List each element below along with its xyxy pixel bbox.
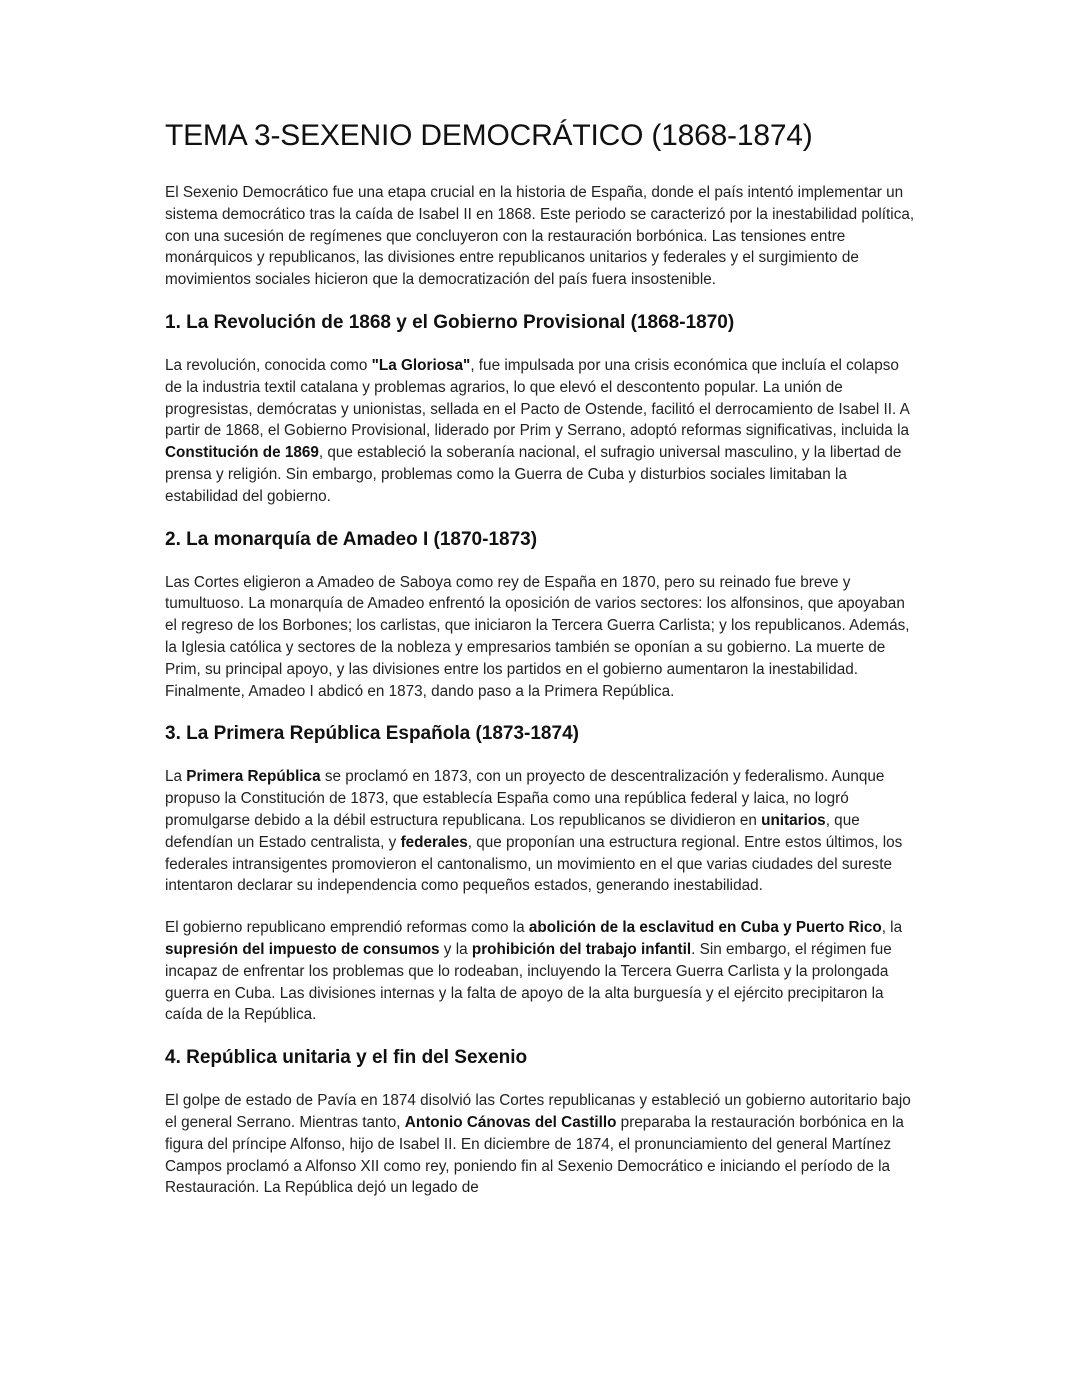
bold-term: Antonio Cánovas del Castillo bbox=[404, 1113, 617, 1131]
section-2-heading: 2. La monarquía de Amadeo I (1870-1873) bbox=[165, 528, 538, 550]
text-run: La bbox=[165, 768, 187, 786]
section-3-heading: 3. La Primera República Española (1873-1874) bbox=[165, 723, 579, 745]
text-run: , la bbox=[881, 919, 903, 937]
bold-term: Constitución de 1869 bbox=[165, 444, 319, 462]
text-run: El gobierno republicano emprendió reformas como la bbox=[165, 919, 529, 937]
section-1-paragraph bbox=[165, 355, 915, 508]
text-run: , fue impulsada por una crisis económica que incluía el colapso de la industria textil catalana y problemas agrarios, lo que elevó el descontento popular. La unión de progresistas, demócratas y unionistas, sellada en el Pacto de Ostende, facilitó el derrocamiento de Isabel II. A partir de 1868, el Gobierno Provisional, liderado por Prim y Serrano, adoptó reformas significativas, incluida la bbox=[165, 356, 910, 440]
section-2-paragraph: Las Cortes eligieron a Amadeo de Saboya como rey de España en 1870, pero su reinado fue breve y tumultuoso. La monarquía de Amadeo enfrentó la oposición de varios sectores: los alfonsinos, que apoyaban el regreso de los Borbones; los carlistas, que iniciaron la Tercera Guerra Carlista; y los republicanos. Además, la Iglesia católica y sectores de la nobleza y empresarios también se oponían a su gobierno. La muerte de Prim, su principal apoyo, y las divisiones entre los partidos en el gobierno aumentaron la inestabilidad. Finalmente, Amadeo I abdicó en 1873, dando paso a la Primera República. bbox=[165, 573, 910, 700]
text-run: , que proponían una estructura regional. Entre estos últimos, los federales intransigentes promovieron el cantonalismo, un movimiento en el que varias ciudades del sureste intentaron declarar su independencia como pequeños estados, generando inestabilidad. bbox=[165, 833, 903, 895]
section-4-heading: 4. República unitaria y el fin del Sexenio bbox=[165, 1047, 528, 1069]
text-run: La revolución, conocida como bbox=[165, 356, 372, 374]
text-run: se proclamó en 1873, con un proyecto de descentralización y federalismo. Aunque propuso la Constitución de 1873, que establecía España como una república federal y laica, no logró promulgarse debido a la débil estructura republicana. Los republicanos se dividieron en bbox=[165, 768, 885, 829]
bold-term: Primera República bbox=[186, 768, 321, 786]
section-3-paragraph-1 bbox=[165, 766, 915, 897]
section-4-paragraph bbox=[165, 1090, 915, 1199]
text-run: . Sin embargo, el régimen fue incapaz de enfrentar los problemas que lo rodeaban, incluyendo la Tercera Guerra Carlista y la prolongada guerra en Cuba. Las divisiones internas y la falta de apoyo de la alta burguesía y el ejército precipitaron la caída de la República. bbox=[165, 940, 892, 1024]
text-run: , que defendían un Estado centralista, y bbox=[165, 811, 860, 851]
bold-term: federales bbox=[400, 833, 468, 851]
text-run: , que estableció la soberanía nacional, el sufragio universal masculino, y la libertad de prensa y religión. Sin embargo, problemas como la Guerra de Cuba y disturbios sociales limitaban la estabilidad del gobierno. bbox=[165, 444, 902, 505]
intro-paragraph: El Sexenio Democrático fue una etapa crucial en la historia de España, donde el país intentó implementar un sistema democrático tras la caída de Isabel II en 1868. Este periodo se caracterizó por la inestabilidad política, con una sucesión de regímenes que concluyeron con la restauración borbónica. Las tensiones entre monárquicos y republicanos, las divisiones entre republicanos unitarios y federales y el surgimiento de movimientos sociales hicieron que la democratización del país fuera insostenible. bbox=[165, 184, 915, 289]
bold-term: abolición de la esclavitud en Cuba y Puerto Rico bbox=[528, 919, 882, 937]
bold-term: supresión del impuesto de consumos bbox=[165, 940, 440, 958]
text-run: y la bbox=[439, 940, 472, 958]
section-1-heading: 1. La Revolución de 1868 y el Gobierno Provisional (1868-1870) bbox=[165, 311, 735, 333]
document-page bbox=[165, 118, 915, 1219]
text-run: El golpe de estado de Pavía en 1874 disolvió las Cortes republicanas y estableció un gobierno autoritario bajo el general Serrano. Mientras tanto, bbox=[165, 1092, 911, 1131]
page-title: TEMA 3-SEXENIO DEMOCRÁTICO (1868-1874) bbox=[165, 119, 813, 152]
bold-term: prohibición del trabajo infantil bbox=[471, 940, 692, 958]
bold-term: unitarios bbox=[761, 811, 826, 829]
section-3-paragraph-2 bbox=[165, 917, 915, 1026]
text-run: preparaba la restauración borbónica en la figura del príncipe Alfonso, hijo de Isabel II. En diciembre de 1874, el pronunciamiento del general Martínez Campos proclamó a Alfonso XII como rey, poniendo fin al Sexenio Democrático e iniciando el período de la Restauración. La República dejó un legado de bbox=[165, 1113, 904, 1197]
bold-term: "La Gloriosa" bbox=[371, 356, 471, 374]
